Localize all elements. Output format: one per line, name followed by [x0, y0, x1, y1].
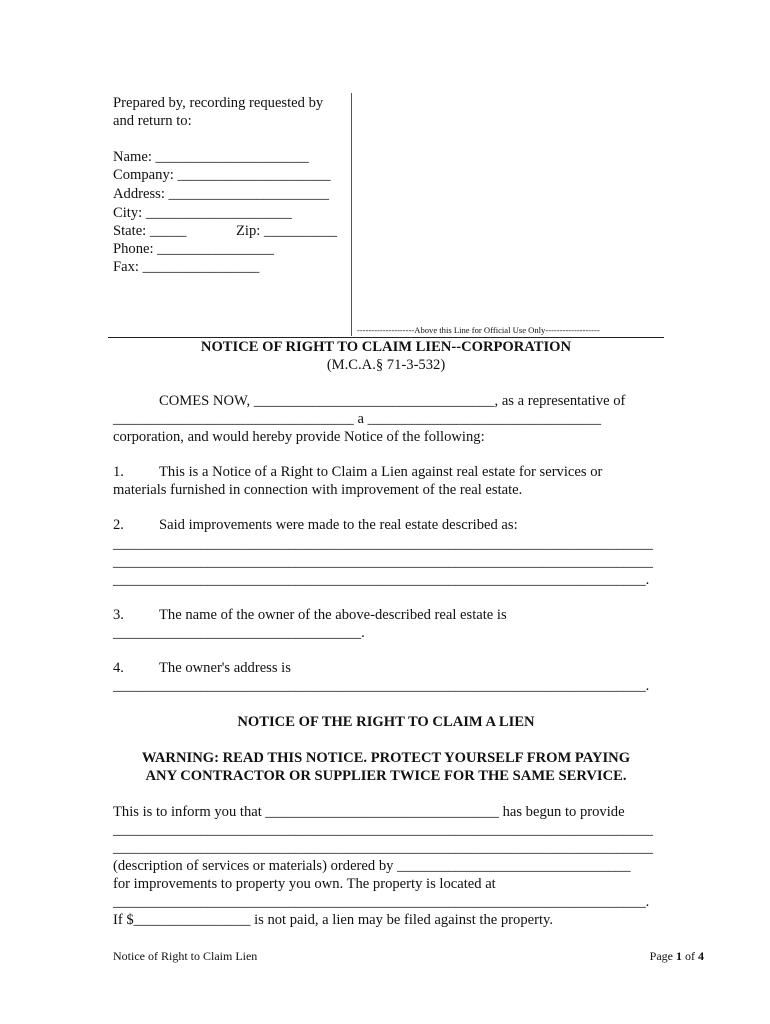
comes-now-line: COMES NOW, _________________________________, as a representative of: [159, 393, 626, 409]
state-field: State: _____: [113, 223, 187, 239]
phone-field: Phone: ________________: [113, 241, 274, 257]
item-2-blank-line: __________________________________________________________________________: [113, 554, 653, 570]
item-2-blank-line: _________________________________________________________________________.: [113, 572, 650, 588]
inform-line: This is to inform you that ________________________________ has begun to provide: [113, 804, 625, 820]
item-1-continued: materials furnished in connection with improvement of the real estate.: [113, 482, 523, 498]
services-blank-line: __________________________________________________________________________: [113, 840, 653, 856]
city-field: City: ____________________: [113, 205, 292, 221]
property-location-blank: _________________________________________________________________________.: [113, 894, 650, 910]
footer-page-number: [650, 949, 704, 964]
corporation-blank-line: _________________________________ a ________________________________: [113, 411, 602, 427]
services-blank-line: __________________________________________________________________________: [113, 822, 653, 838]
warning-line-1: WARNING: READ THIS NOTICE. PROTECT YOURSELF FROM PAYING: [141, 750, 631, 766]
item-1-text: This is a Notice of a Right to Claim a Lien against real estate for services or: [159, 464, 603, 480]
prepared-by-label: Prepared by, recording requested by: [113, 95, 324, 111]
ordered-by-line: (description of services or materials) ordered by ________________________________: [113, 858, 631, 874]
official-use-note: --------------------Above this Line for Official Use Only-------------------: [357, 325, 600, 335]
total-pages: 4: [698, 949, 704, 963]
item-4-text: The owner's address is: [159, 660, 291, 676]
item-3-number: 3.: [113, 607, 124, 623]
statute-reference: (M.C.A.§ 71-3-532): [326, 357, 446, 373]
document-title: NOTICE OF RIGHT TO CLAIM LIEN--CORPORATION: [200, 339, 572, 355]
footer-document-name: Notice of Right to Claim Lien: [113, 949, 258, 963]
zip-field: Zip: __________: [236, 223, 337, 239]
item-4-number: 4.: [113, 660, 124, 676]
owner-name-blank: __________________________________.: [113, 625, 365, 641]
return-to-label: and return to:: [113, 113, 192, 129]
item-1-number: 1.: [113, 464, 124, 480]
page-word: Page: [649, 949, 673, 963]
lien-amount-line: If $________________ is not paid, a lien may be filed against the property.: [113, 912, 554, 928]
item-2-blank-line: __________________________________________________________________________: [113, 536, 653, 552]
corporation-notice-line: corporation, and would hereby provide Notice of the following:: [113, 429, 485, 445]
company-field: Company: _____________________: [113, 167, 331, 183]
notice-heading: NOTICE OF THE RIGHT TO CLAIM A LIEN: [237, 714, 535, 730]
property-location-line: for improvements to property you own. The property is located at: [113, 876, 496, 892]
current-page: 1: [676, 949, 682, 963]
name-field: Name: _____________________: [113, 149, 309, 165]
of-word: of: [685, 949, 695, 963]
item-2-number: 2.: [113, 517, 124, 533]
owner-address-blank: _________________________________________________________________________.: [113, 678, 650, 694]
warning-line-2: ANY CONTRACTOR OR SUPPLIER TWICE FOR THE SAME SERVICE.: [145, 768, 627, 784]
address-field: Address: ______________________: [113, 186, 330, 202]
item-3-text: The name of the owner of the above-described real estate is: [159, 607, 507, 623]
item-2-text: Said improvements were made to the real estate described as:: [159, 517, 518, 533]
fax-field: Fax: ________________: [113, 259, 260, 275]
vertical-divider: [351, 93, 352, 336]
